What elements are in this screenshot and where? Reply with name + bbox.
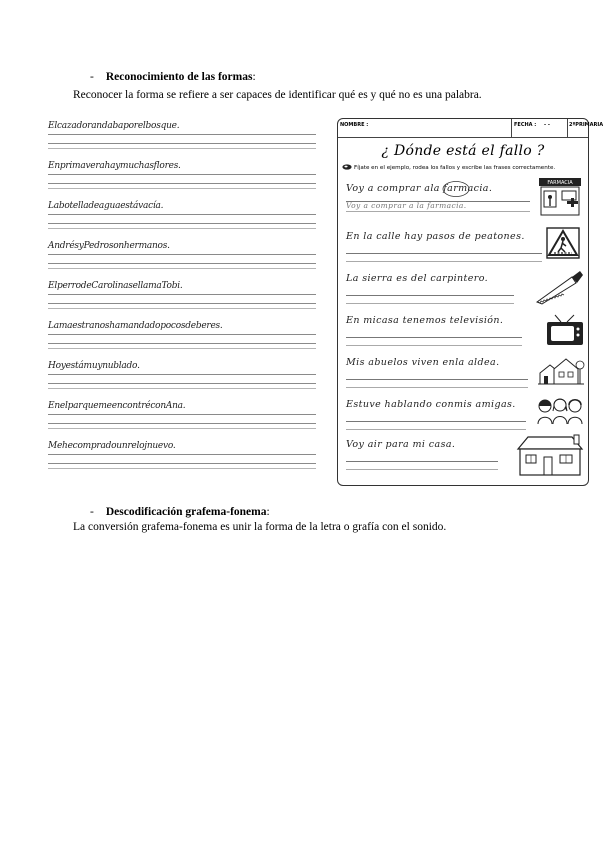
guide-line <box>48 334 316 335</box>
cursive-row <box>48 401 316 441</box>
writing-line <box>346 303 514 304</box>
guide-line <box>48 143 316 144</box>
worksheet-title: ¿ Dónde está el fallo ? <box>381 143 545 159</box>
cursive-row <box>48 161 316 201</box>
guide-line <box>48 428 316 429</box>
bullet-dash: - <box>90 506 94 518</box>
saw-icon <box>534 269 584 305</box>
guide-line <box>48 268 316 269</box>
section-colon: : <box>266 506 270 518</box>
section-heading-formas <box>90 71 256 83</box>
guide-line <box>48 423 316 424</box>
name-field-label: NOMBRE : <box>338 119 512 137</box>
cursive-sentence: Mehecompradounrelojnuevo. <box>48 441 176 451</box>
worksheet-sentence: Estuve hablando conmis amigas. <box>346 399 516 410</box>
cursive-sentence: Elcazadorandabaporelbosque. <box>48 121 180 131</box>
cursive-sentence: Hoyestámuynublado. <box>48 361 140 371</box>
cursive-row <box>48 441 316 481</box>
house-icon <box>514 433 586 477</box>
writing-line <box>346 421 526 422</box>
guide-line <box>48 174 316 175</box>
television-icon <box>546 315 584 347</box>
pedestrian-crossing-icon <box>546 227 580 259</box>
writing-line <box>346 261 542 262</box>
bullet-dash: - <box>90 71 94 83</box>
section-title: Reconocimiento de las formas <box>105 71 253 83</box>
guide-line <box>48 383 316 384</box>
writing-line <box>346 211 530 212</box>
guide-line <box>48 254 316 255</box>
cursive-row <box>48 121 316 161</box>
guide-line <box>48 263 316 264</box>
date-separators: - - <box>544 122 550 128</box>
worksheet-header <box>338 119 603 138</box>
pencil-icon <box>342 164 352 170</box>
guide-line <box>48 183 316 184</box>
guide-line <box>48 463 316 464</box>
grade-label: 2ºPRIMARIA <box>569 122 603 128</box>
cursive-sentence: Lamaestranoshamandadopocosdeberes. <box>48 321 223 331</box>
example-sentence: Voy a comprar ala farmacia. <box>346 183 493 194</box>
writing-line <box>346 337 522 338</box>
worksheet-sentence: Voy air para mi casa. <box>346 439 456 450</box>
writing-line <box>346 469 498 470</box>
cursive-row <box>48 201 316 241</box>
guide-line <box>48 223 316 224</box>
section-description: Reconocer la forma se refiere a ser capaces de identificar qué es y qué no es una palabra. <box>73 89 482 101</box>
worksheet-sentence: En la calle hay pasos de peatones. <box>346 231 525 242</box>
friends-icon <box>536 395 584 425</box>
section-colon: : <box>252 71 256 83</box>
guide-line <box>48 188 316 189</box>
guide-line <box>48 148 316 149</box>
writing-line <box>346 379 528 380</box>
error-finding-worksheet <box>337 118 603 486</box>
guide-line <box>48 454 316 455</box>
guide-line <box>48 134 316 135</box>
guide-line <box>48 303 316 304</box>
cursive-row <box>48 361 316 401</box>
example-corrected-sentence: Voy a comprar a la farmacia. <box>346 201 467 210</box>
cursive-row <box>48 241 316 281</box>
cursive-sentence: Labotelladeaguaestávacía. <box>48 201 164 211</box>
svg-text:FARMACIA: FARMACIA <box>547 180 573 186</box>
writing-line <box>346 387 528 388</box>
cursive-sentence: EnelparquemeencontréconAna. <box>48 401 186 411</box>
guide-line <box>48 348 316 349</box>
cursive-row <box>48 281 316 321</box>
pharmacy-icon <box>538 177 582 217</box>
guide-line <box>48 414 316 415</box>
cursive-row <box>48 321 316 361</box>
writing-line <box>346 461 498 462</box>
guide-line <box>48 294 316 295</box>
worksheet-sentence: La sierra es del carpintero. <box>346 273 489 284</box>
guide-line <box>48 374 316 375</box>
date-field <box>512 119 568 137</box>
error-circle-mark <box>441 180 471 198</box>
writing-line <box>346 253 542 254</box>
guide-line <box>48 228 316 229</box>
village-icon <box>538 353 584 385</box>
cursive-sentence: Enprimaverahaymuchasflores. <box>48 161 181 171</box>
worksheet-sentence: Mis abuelos viven enla aldea. <box>346 357 500 368</box>
guide-line <box>48 468 316 469</box>
cursive-sentence: AndrésyPedrosonhermanos. <box>48 241 170 251</box>
guide-line <box>48 308 316 309</box>
section-heading-descodificacion <box>90 506 270 518</box>
date-label: FECHA : <box>514 122 537 128</box>
guide-line <box>48 214 316 215</box>
writing-line <box>346 345 522 346</box>
guide-line <box>48 388 316 389</box>
section-description: La conversión grafema-fonema es unir la forma de la letra o grafía con el sonido. <box>73 521 447 533</box>
writing-line <box>346 295 514 296</box>
writing-line <box>346 429 526 430</box>
guide-line <box>48 343 316 344</box>
cursive-sentence: ElperrodeCarolinasellamaTobi. <box>48 281 183 291</box>
section-title: Descodificación grafema-fonema <box>105 506 267 518</box>
worksheet-sentence: En micasa tenemos televisión. <box>346 315 504 326</box>
worksheet-instruction: Fíjate en el ejemplo, rodea los fallos y escribe las frases correctamente. <box>354 165 556 171</box>
